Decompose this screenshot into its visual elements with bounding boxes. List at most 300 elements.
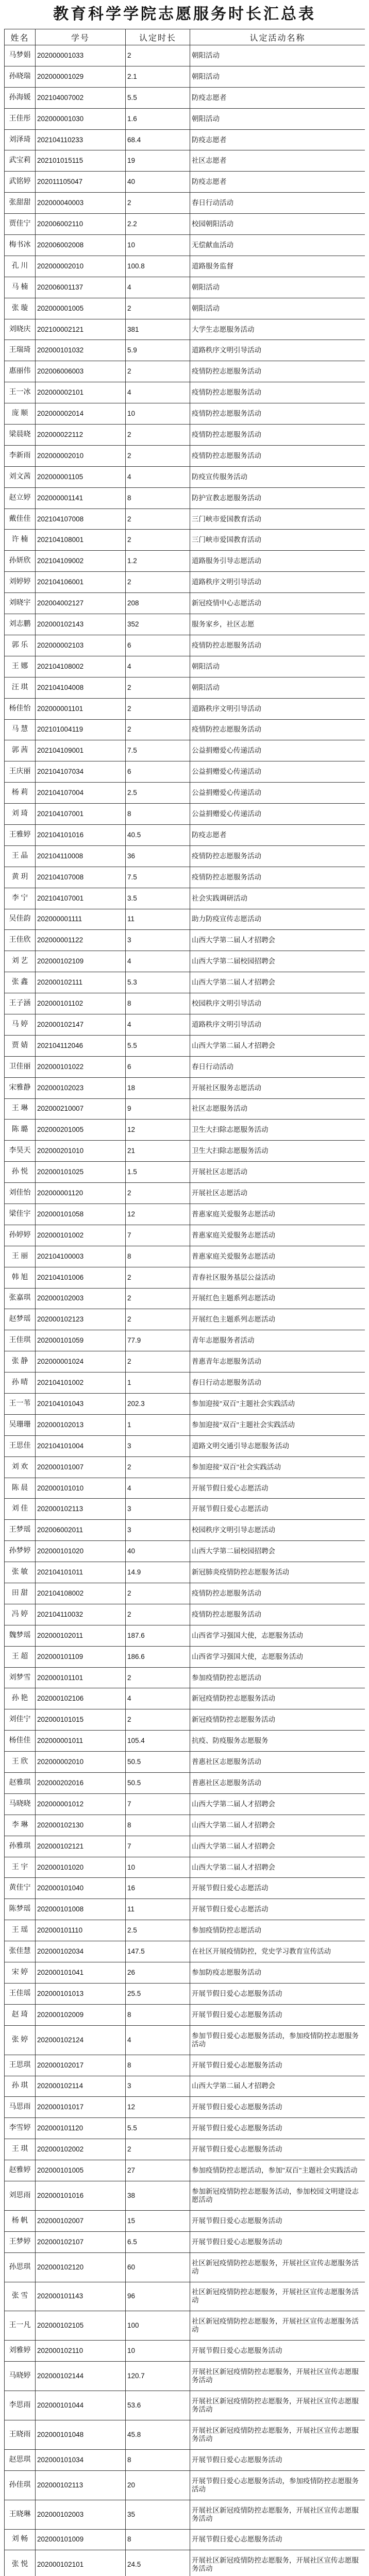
cell-hours: 8 [126,1246,190,1267]
table-row [5,1688,365,1709]
cell-hours: 100 [126,2311,190,2341]
table-row [5,1288,365,1309]
cell-activity: 开展节假日爱心志愿服务活动，参加疫情防控志愿服务活动 [190,2470,365,2500]
cell-hours: 8 [126,2004,190,2025]
cell-hours: 381 [126,319,190,340]
cell-hours: 2 [126,1183,190,1204]
cell-activity: 公益捐赠爱心传递活动 [190,783,365,804]
cell-activity: 参加迎接"双百"主题社会实践活动 [190,1394,365,1415]
cell-hours: 10 [126,1857,190,1878]
cell-hours: 6 [126,1056,190,1077]
cell-hours: 15 [126,2210,190,2231]
cell-name: 陈梦瑶 [5,1899,36,1920]
cell-student-id: 202000101017 [36,2097,126,2118]
table-row [5,1752,365,1773]
cell-activity: 卫生大扫除志愿服务活动 [190,1120,365,1141]
cell-activity: 山西大学第二届人才招聘会 [190,2076,365,2097]
cell-name: 马晓婷 [5,2362,36,2391]
cell-activity: 助力防疫宣传志愿活动 [190,909,365,930]
cell-hours: 77.9 [126,1330,190,1351]
table-row [5,1077,365,1098]
cell-activity: 朝阳活动 [190,277,365,298]
cell-activity: 道路秩序文明引导活动 [190,572,365,593]
cell-name: 张嘉琪 [5,1288,36,1309]
cell-student-id: 202000101007 [36,1456,126,1478]
cell-hours: 2.2 [126,214,190,235]
table-row [5,1098,365,1120]
cell-hours: 26 [126,1962,190,1984]
cell-student-id: 202000102003 [36,2500,126,2529]
cell-activity: 社区志愿者 [190,150,365,172]
table-row [5,1667,365,1688]
cell-student-id: 202000102111 [36,972,126,993]
cell-name: 刘晓庆 [5,319,36,340]
table-row [5,2449,365,2470]
cell-name: 王佳彤 [5,108,36,129]
cell-name: 杨 帆 [5,2210,36,2231]
cell-student-id: 202000102110 [36,2341,126,2362]
table-row [5,1225,365,1246]
cell-name: 王晓雨 [5,2420,36,2449]
page-title: 教育科学学院志愿服务时长汇总表 [53,5,316,23]
cell-name: 孔 川 [5,256,36,277]
table-row [5,972,365,993]
cell-activity: 疫情防控志愿服务活动 [190,425,365,446]
cell-name: 杨佳怡 [5,698,36,719]
cell-activity: 防疫宣传服务活动 [190,466,365,487]
cell-hours: 3 [126,1520,190,1541]
cell-activity: 开展社区志愿活动 [190,1162,365,1183]
cell-activity: 朝阳活动 [190,677,365,698]
cell-hours: 4 [126,951,190,972]
cell-student-id: 202000102121 [36,1836,126,1857]
cell-activity: 无偿献血活动 [190,235,365,256]
cell-hours: 2 [126,1667,190,1688]
cell-activity: 朝阳活动 [190,656,365,677]
cell-name: 宋雅静 [5,1077,36,1098]
cell-activity: 新冠疫情防控志愿服务活动 [190,1709,365,1731]
cell-name: 李 宁 [5,888,36,909]
table-row [5,1583,365,1604]
table-row [5,87,365,108]
cell-hours: 8 [126,804,190,825]
cell-hours: 96 [126,2282,190,2311]
table-row [5,1162,365,1183]
cell-student-id: 202000102107 [36,2231,126,2252]
cell-student-id: 202000102130 [36,1815,126,1836]
cell-student-id: 202104110233 [36,129,126,150]
cell-hours: 1.5 [126,1162,190,1183]
cell-name: 孙海媛 [5,87,36,108]
cell-activity: 开展社区服务志愿活动 [190,1077,365,1098]
cell-hours: 2 [126,1709,190,1731]
cell-activity: 参加疫情防控志愿活动 [190,1920,365,1941]
cell-name: 张 敏 [5,1562,36,1583]
cell-name: 刘 欢 [5,1456,36,1478]
table-row [5,635,365,656]
table-row [5,845,365,867]
cell-activity: 青年志愿服务者活动 [190,1330,365,1351]
cell-hours: 5.5 [126,87,190,108]
cell-activity: 防疫志愿者 [190,172,365,193]
cell-name: 赵 琦 [5,2004,36,2025]
cell-hours: 2.1 [126,66,190,87]
cell-hours: 4 [126,382,190,403]
cell-student-id: 202000001120 [36,1183,126,1204]
cell-activity: 开展红色主题系列志愿活动 [190,1288,365,1309]
cell-hours: 24.5 [126,2550,190,2576]
cell-name: 刘婷婷 [5,572,36,593]
cell-name: 刘 琦 [5,804,36,825]
volunteer-hours-table [4,29,365,2576]
cell-hours: 4 [126,466,190,487]
cell-student-id: 202000102123 [36,1309,126,1330]
cell-hours: 8 [126,2055,190,2076]
cell-student-id: 202104110008 [36,845,126,867]
cell-activity: 春日行动活动 [190,193,365,214]
cell-student-id: 202000210007 [36,1098,126,1120]
cell-name: 刘思雨 [5,2181,36,2210]
cell-student-id: 202006002008 [36,235,126,256]
cell-activity: 春日行动活动 [190,1056,365,1077]
cell-hours: 2 [126,509,190,530]
cell-student-id: 202000001141 [36,487,126,509]
cell-student-id: 202000002010 [36,256,126,277]
table-row [5,2420,365,2449]
cell-name: 赵雅婷 [5,2160,36,2181]
cell-hours: 4 [126,277,190,298]
cell-hours: 60 [126,2252,190,2282]
cell-hours: 2 [126,1456,190,1478]
cell-hours: 6 [126,635,190,656]
table-row [5,551,365,572]
cell-student-id: 202000101058 [36,1204,126,1225]
table-row [5,129,365,150]
cell-student-id: 202000101010 [36,1478,126,1499]
cell-hours: 40 [126,1541,190,1562]
table-row [5,1267,365,1288]
table-row [5,2311,365,2341]
cell-hours: 8 [126,487,190,509]
cell-name: 王瑞琦 [5,340,36,361]
table-row [5,2500,365,2529]
cell-activity: 疫情防控志愿服务活动 [190,867,365,888]
table-row [5,340,365,361]
cell-name: 吴珊珊 [5,1414,36,1435]
cell-name: 刘 畅 [5,2529,36,2550]
table-row [5,445,365,466]
cell-hours: 68.4 [126,129,190,150]
cell-activity: 普惠家庭关爱服务志愿活动 [190,1225,365,1246]
cell-activity: 山西大学第二届人才招聘会 [190,930,365,951]
table-row [5,593,365,614]
cell-hours: 21 [126,1141,190,1162]
table-row [5,45,365,66]
cell-name: 王子涵 [5,993,36,1014]
cell-hours: 4 [126,1014,190,1035]
cell-name: 郭 茜 [5,740,36,761]
cell-student-id: 202104107034 [36,761,126,783]
table-container [4,29,365,2576]
cell-activity: 山西大学第二届人才招聘会 [190,1857,365,1878]
cell-hours: 7 [126,1836,190,1857]
cell-name: 王 丽 [5,1246,36,1267]
table-row [5,2055,365,2076]
table-row [5,425,365,446]
cell-name: 杨佳佳 [5,1731,36,1752]
cell-name: 马 婷 [5,1014,36,1035]
cell-student-id: 202104110032 [36,1604,126,1625]
cell-name: 孙妍欣 [5,551,36,572]
cell-activity: 道路秩序文明引导活动 [190,340,365,361]
cell-activity: 公益捐赠爱心传递活动 [190,761,365,783]
cell-activity: 朝阳活动 [190,66,365,87]
table-row [5,2391,365,2420]
cell-student-id: 202000102101 [36,2550,126,2576]
cell-student-id: 202000101034 [36,2449,126,2470]
cell-activity: 新冠肺炎疫情防控志愿服务活动 [190,1562,365,1583]
cell-name: 魏梦瑶 [5,1625,36,1646]
cell-name: 刘晓宇 [5,593,36,614]
cell-activity: 山西大学第二届人才招聘会 [190,972,365,993]
table-row [5,1709,365,1731]
cell-activity: 校园朝阳活动 [190,214,365,235]
cell-activity: 山西大学第二届人才招聘会 [190,1836,365,1857]
cell-student-id: 202104107001 [36,804,126,825]
cell-activity: 防疫志愿者 [190,87,365,108]
cell-activity: 开展红色主题系列志愿活动 [190,1309,365,1330]
cell-name: 孙雅琪 [5,1836,36,1857]
cell-hours: 18 [126,1077,190,1098]
cell-name: 张 雪 [5,2282,36,2311]
cell-activity: 疫情防控志愿服务活动 [190,635,365,656]
cell-activity: 开展节假日爱心志愿服务活动 [190,2210,365,2231]
table-row [5,1899,365,1920]
cell-hours: 2 [126,298,190,319]
cell-hours: 1.6 [126,108,190,129]
cell-hours: 4 [126,1478,190,1499]
cell-name: 武宝莉 [5,150,36,172]
cell-student-id: 202104106001 [36,572,126,593]
cell-hours: 9 [126,1098,190,1120]
cell-name: 韩 旭 [5,1267,36,1288]
cell-student-id: 202104107008 [36,509,126,530]
cell-name: 孙梦婷 [5,1541,36,1562]
cell-student-id: 202000002014 [36,403,126,425]
cell-hours: 3.5 [126,888,190,909]
cell-name: 李 琳 [5,1815,36,1836]
cell-name: 吴佳韵 [5,909,36,930]
cell-activity: 朝阳活动 [190,45,365,66]
cell-student-id: 202000102113 [36,2470,126,2500]
table-row [5,1120,365,1141]
cell-activity: 参加节假日爱心志愿服务活动，参加疫情防控志愿服务活动 [190,2025,365,2055]
table-row [5,783,365,804]
table-row [5,2076,365,2097]
table-row [5,108,365,129]
cell-activity: 开展社区志愿活动 [190,1183,365,1204]
table-row [5,614,365,635]
table-row [5,319,365,340]
cell-student-id: 202101015115 [36,150,126,172]
cell-hours: 2 [126,1309,190,1330]
cell-hours: 27 [126,2160,190,2181]
table-row [5,719,365,740]
cell-name: 陈 晨 [5,1478,36,1499]
cell-student-id: 202000040003 [36,193,126,214]
cell-hours: 3 [126,1435,190,1456]
cell-activity: 开展节假日爱心志愿活动 [190,1478,365,1499]
cell-activity: 疫情防控志愿服务活动 [190,403,365,425]
table-row [5,1204,365,1225]
cell-student-id: 202000101020 [36,1857,126,1878]
cell-activity: 社区志愿服务活动 [190,1098,365,1120]
cell-hours: 202.3 [126,1394,190,1415]
cell-hours: 186.6 [126,1646,190,1667]
cell-name: 梁晨晓 [5,425,36,446]
table-row [5,1141,365,1162]
cell-student-id: 202104109001 [36,740,126,761]
cell-name: 赵思琪 [5,2449,36,2470]
cell-name: 贾佳宁 [5,214,36,235]
cell-student-id: 202000102017 [36,2055,126,2076]
header-activity: 认定活动名称 [190,29,365,45]
cell-activity: 疫情防控志愿服务活动 [190,845,365,867]
cell-student-id: 202000002010 [36,445,126,466]
cell-name: 孙晓瑞 [5,66,36,87]
cell-hours: 2 [126,193,190,214]
cell-student-id: 202104107001 [36,888,126,909]
cell-name: 刘泽琦 [5,129,36,150]
cell-name: 王 欣 [5,1752,36,1773]
table-row [5,2341,365,2362]
table-row [5,930,365,951]
cell-hours: 10 [126,235,190,256]
cell-hours: 5.5 [126,1035,190,1056]
cell-activity: 参加疫情防控志愿活动 [190,1667,365,1688]
cell-student-id: 202000001111 [36,909,126,930]
table-row [5,1372,365,1394]
table-row [5,2025,365,2055]
cell-name: 张佳慧 [5,1941,36,1962]
table-row [5,2139,365,2160]
cell-student-id: 202000101044 [36,2391,126,2420]
cell-student-id: 202000102144 [36,2362,126,2391]
cell-hours: 2 [126,1288,190,1309]
cell-student-id: 202000101015 [36,1709,126,1731]
cell-name: 王庆丽 [5,761,36,783]
cell-activity: 参加疫情防控志愿活动，参加"双百"主题社会实践活动 [190,2160,365,2181]
cell-name: 刘文茜 [5,466,36,487]
table-row [5,466,365,487]
cell-activity: 山西大学第二届校园招聘会 [190,951,365,972]
cell-student-id: 202000001024 [36,1351,126,1372]
cell-name: 王 超 [5,1646,36,1667]
cell-hours: 120.7 [126,2362,190,2391]
cell-activity: 道路服务引导志愿活动 [190,551,365,572]
cell-student-id: 202104108002 [36,656,126,677]
cell-activity: 开展节假日爱心志愿服务活动 [190,2139,365,2160]
cell-activity: 青春社区服务基层公益活动 [190,1267,365,1288]
cell-student-id: 202104101011 [36,1562,126,1583]
table-row [5,698,365,719]
table-row [5,2231,365,2252]
cell-activity: 疫情防控志愿服务活动 [190,1583,365,1604]
cell-name: 王一冰 [5,382,36,403]
cell-activity: 山西大学第二届校园招聘会 [190,1541,365,1562]
cell-hours: 12 [126,1204,190,1225]
cell-name: 张甜甜 [5,193,36,214]
table-row [5,1541,365,1562]
table-row [5,256,365,277]
cell-student-id: 202000101143 [36,2282,126,2311]
table-row [5,66,365,87]
cell-student-id: 202000101022 [36,1056,126,1077]
cell-activity: 疫情防控志愿服务活动 [190,719,365,740]
cell-activity: 参加新冠疫情防控志愿服务活动，参加校园文明建设志愿活动 [190,2181,365,2210]
cell-student-id: 202104101004 [36,1435,126,1456]
cell-name: 王梦婷 [5,2231,36,2252]
cell-activity: 开展节假日爱心志愿服务活动 [190,2055,365,2076]
cell-name: 孙 晴 [5,1372,36,1394]
cell-student-id: 202000102023 [36,1077,126,1098]
table-row [5,2252,365,2282]
cell-student-id: 202000101009 [36,2529,126,2550]
cell-student-id: 202011105047 [36,172,126,193]
cell-hours: 8 [126,993,190,1014]
cell-name: 孙佳琪 [5,2470,36,2500]
cell-name: 孙婷婷 [5,1225,36,1246]
cell-hours: 6 [126,761,190,783]
cell-hours: 38 [126,2181,190,2210]
cell-hours: 187.6 [126,1625,190,1646]
table-row [5,2550,365,2576]
table-row [5,1014,365,1035]
cell-hours: 11 [126,909,190,930]
cell-name: 孙 艳 [5,1688,36,1709]
cell-student-id: 202000001122 [36,930,126,951]
cell-name: 王 娜 [5,656,36,677]
cell-activity: 社区新冠疫情防控志愿服务，开展社区宣传志愿服务活动 [190,2252,365,2282]
table-row [5,888,365,909]
cell-student-id: 202000101048 [36,2420,126,2449]
cell-hours: 2 [126,1583,190,1604]
cell-student-id: 202000102105 [36,2311,126,2341]
cell-hours: 1 [126,1414,190,1435]
header-hours: 认定时长 [126,29,190,45]
cell-name: 张 鑫 [5,972,36,993]
cell-student-id: 202000101002 [36,1225,126,1246]
cell-student-id: 202000002103 [36,635,126,656]
cell-student-id: 202000001012 [36,1793,126,1815]
cell-hours: 36 [126,845,190,867]
cell-activity: 山西大学第二届人才招聘会 [190,1815,365,1836]
cell-name: 李新雨 [5,445,36,466]
cell-student-id: 202000001030 [36,108,126,129]
cell-hours: 3 [126,2076,190,2097]
cell-student-id: 202000101013 [36,1983,126,2004]
cell-activity: 公益捐赠爱心传递活动 [190,740,365,761]
cell-name: 杨 莉 [5,783,36,804]
cell-student-id: 202104101002 [36,1372,126,1394]
cell-activity: 疫情防控志愿服务活动 [190,382,365,403]
cell-name: 刘 艺 [5,951,36,972]
cell-activity: 开展节假日爱心志愿服务活动 [190,2097,365,2118]
cell-student-id: 202000102011 [36,1625,126,1646]
cell-student-id: 202006001137 [36,277,126,298]
cell-activity: 社会实践调研活动 [190,888,365,909]
table-row [5,1793,365,1815]
